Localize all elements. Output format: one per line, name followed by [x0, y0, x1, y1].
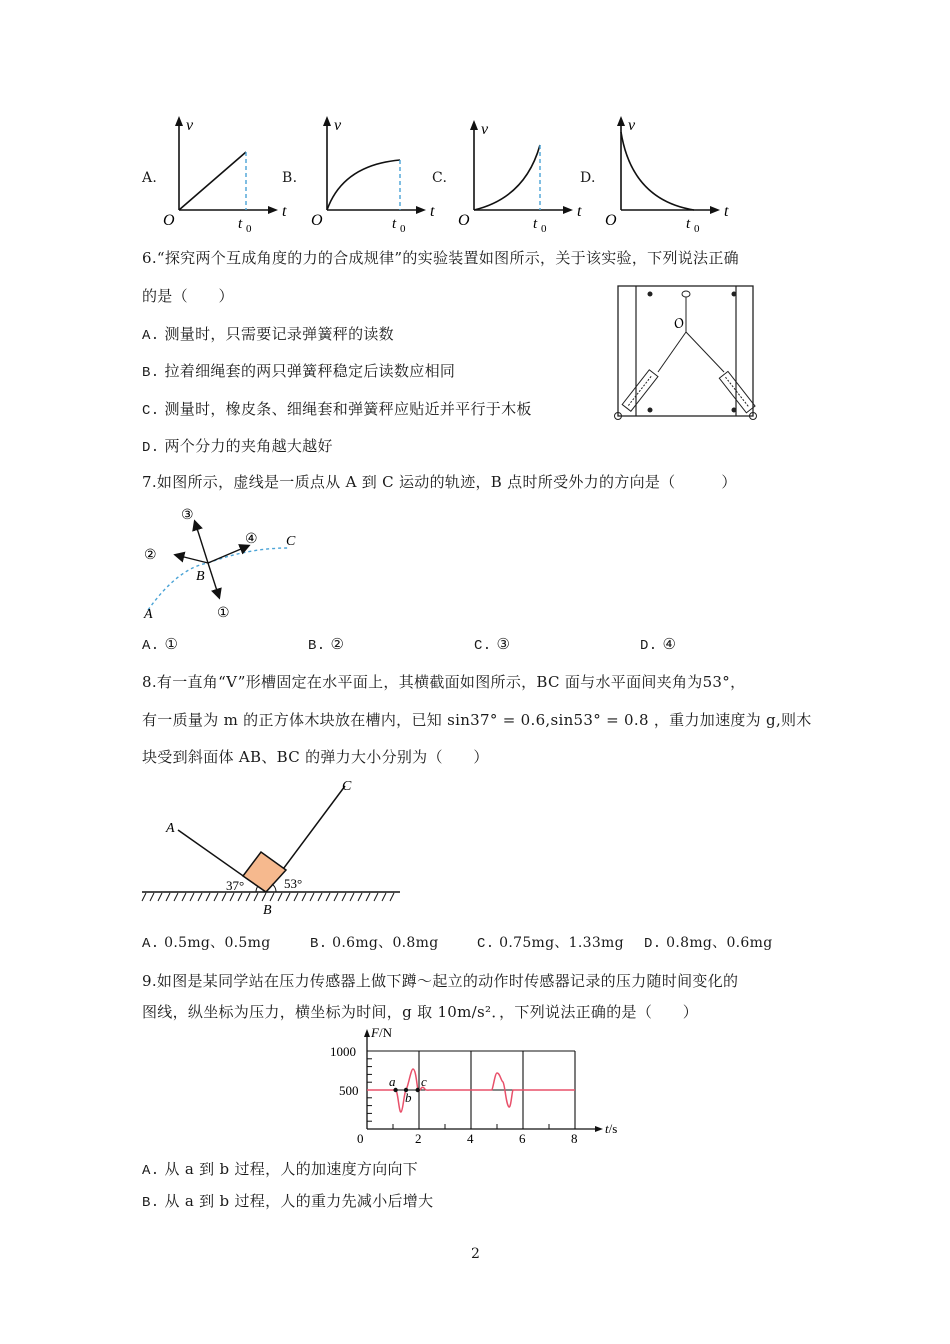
svg-text:t: t	[724, 203, 729, 220]
q8-option-a[interactable]: A. 0.5mg、0.5mg	[142, 935, 271, 952]
q6-option-c[interactable]: C. 测量时，橡皮条、细绳套和弹簧秤应贴近并平行于木板	[142, 400, 532, 419]
q8-stem-line3: 块受到斜面体 AB、BC 的弹力大小分别为（ ）	[142, 748, 489, 766]
q7-stem: 7.如图所示，虚线是一质点从 A 到 C 运动的轨迹，B 点时所受外力的方向是（ ）	[142, 473, 737, 491]
page-number: 2	[471, 1246, 480, 1262]
q8-stem-line2: 有一质量为 m 的正方体木块放在槽内，已知 sin37° = 0.6,sin53° = 0.8 ，重力加速度为 g,则木	[142, 711, 812, 729]
svg-text:O: O	[311, 212, 323, 229]
q8-option-b[interactable]: B. 0.6mg、0.8mg	[310, 935, 439, 952]
q5-option-c-label: C.	[432, 170, 448, 186]
svg-text:a: a	[389, 1074, 396, 1089]
svg-text:B: B	[263, 903, 272, 918]
svg-text:④: ④	[245, 532, 258, 547]
svg-text:500: 500	[339, 1083, 359, 1098]
q7-option-a[interactable]: A. ①	[142, 635, 179, 654]
q6-option-d[interactable]: D. 两个分力的夹角越大越好	[142, 437, 333, 456]
svg-text:O: O	[458, 212, 470, 229]
q8-v-groove-diagram	[138, 772, 408, 922]
q8-stem-line1: 8.有一直角“V”形槽固定在水平面上，其横截面如图所示，BC 面与水平面间夹角为53°，	[142, 673, 746, 691]
svg-text:1000: 1000	[330, 1044, 356, 1059]
svg-text:b: b	[405, 1090, 412, 1105]
v-axis-label: v	[186, 117, 194, 134]
svg-text:37°: 37°	[226, 878, 245, 893]
q9-option-b[interactable]: B. 从 a 到 b 过程，人的重力先减小后增大	[142, 1192, 434, 1211]
q5-option-a-label: A.	[142, 170, 158, 186]
svg-text:O: O	[605, 212, 617, 229]
q5-option-d-label: D.	[580, 170, 596, 186]
svg-text:C: C	[342, 779, 352, 794]
q6-option-a[interactable]: A. 测量时，只需要记录弹簧秤的读数	[142, 325, 394, 344]
q7-option-b[interactable]: B. ②	[308, 635, 345, 654]
svg-text:t: t	[238, 216, 243, 232]
svg-text:③: ③	[181, 508, 194, 523]
q7-option-c[interactable]: C. ③	[474, 635, 511, 654]
q5-graph-d	[602, 110, 732, 235]
svg-text:53°: 53°	[284, 876, 303, 891]
svg-text:t: t	[577, 203, 582, 220]
svg-text:O: O	[163, 212, 175, 229]
q5-graph-a	[160, 110, 290, 235]
svg-text:v: v	[334, 117, 342, 134]
q9-force-time-chart	[325, 1025, 625, 1147]
svg-text:0: 0	[400, 223, 406, 235]
q6-option-b[interactable]: B. 拉着细绳套的两只弹簧秤稳定后读数应相同	[142, 362, 456, 381]
svg-text:c: c	[421, 1074, 427, 1089]
svg-text:0: 0	[357, 1131, 364, 1146]
q5-graphs	[130, 110, 750, 240]
q6-stem-line1: 6.“探究两个互成角度的力的合成规律”的实验装置如图所示，关于该实验，下列说法正确	[142, 249, 739, 267]
q5-graph-b	[308, 110, 438, 235]
svg-text:t: t	[392, 216, 397, 232]
svg-text:F/N: F/N	[371, 1025, 392, 1040]
svg-text:0: 0	[694, 223, 700, 235]
q8-option-c[interactable]: C. 0.75mg、1.33mg	[477, 935, 624, 952]
q6-stem-line2: 的是（ ）	[142, 287, 234, 305]
svg-text:t: t	[533, 216, 538, 232]
svg-text:v: v	[628, 117, 636, 134]
q5-option-b-label: B.	[282, 170, 298, 186]
svg-text:0: 0	[541, 223, 547, 235]
q6-experiment-diagram	[608, 282, 758, 422]
q9-stem-line2: 图线，纵坐标为压力，横坐标为时间，g 取 10m/s²．，下列说法正确的是（ ）	[142, 1003, 699, 1021]
svg-text:C: C	[286, 534, 296, 549]
q8-option-d[interactable]: D. 0.8mg、0.6mg	[644, 935, 773, 952]
q5-graph-c	[455, 110, 585, 235]
svg-text:B: B	[196, 569, 205, 584]
svg-text:②: ②	[144, 548, 157, 563]
svg-text:①: ①	[217, 606, 230, 621]
q9-stem-line1: 9.如图是某同学站在压力传感器上做下蹲～起立的动作时传感器记录的压力随时间变化的	[142, 972, 739, 990]
svg-text:v: v	[481, 121, 489, 138]
svg-text:A: A	[144, 607, 153, 622]
svg-text:0: 0	[246, 223, 252, 235]
svg-text:t/s: t/s	[605, 1121, 618, 1136]
svg-text:O: O	[671, 315, 687, 333]
svg-text:6: 6	[519, 1131, 526, 1146]
svg-text:2: 2	[415, 1131, 422, 1146]
svg-text:A: A	[166, 821, 175, 836]
svg-text:t: t	[282, 203, 287, 220]
svg-text:t: t	[686, 216, 691, 232]
q7-force-diagram	[138, 500, 318, 625]
q7-option-d[interactable]: D. ④	[640, 635, 677, 654]
svg-text:t: t	[430, 203, 435, 220]
svg-text:8: 8	[571, 1131, 578, 1146]
q9-option-a[interactable]: A. 从 a 到 b 过程，人的加速度方向向下	[142, 1160, 419, 1179]
svg-text:4: 4	[467, 1131, 474, 1146]
